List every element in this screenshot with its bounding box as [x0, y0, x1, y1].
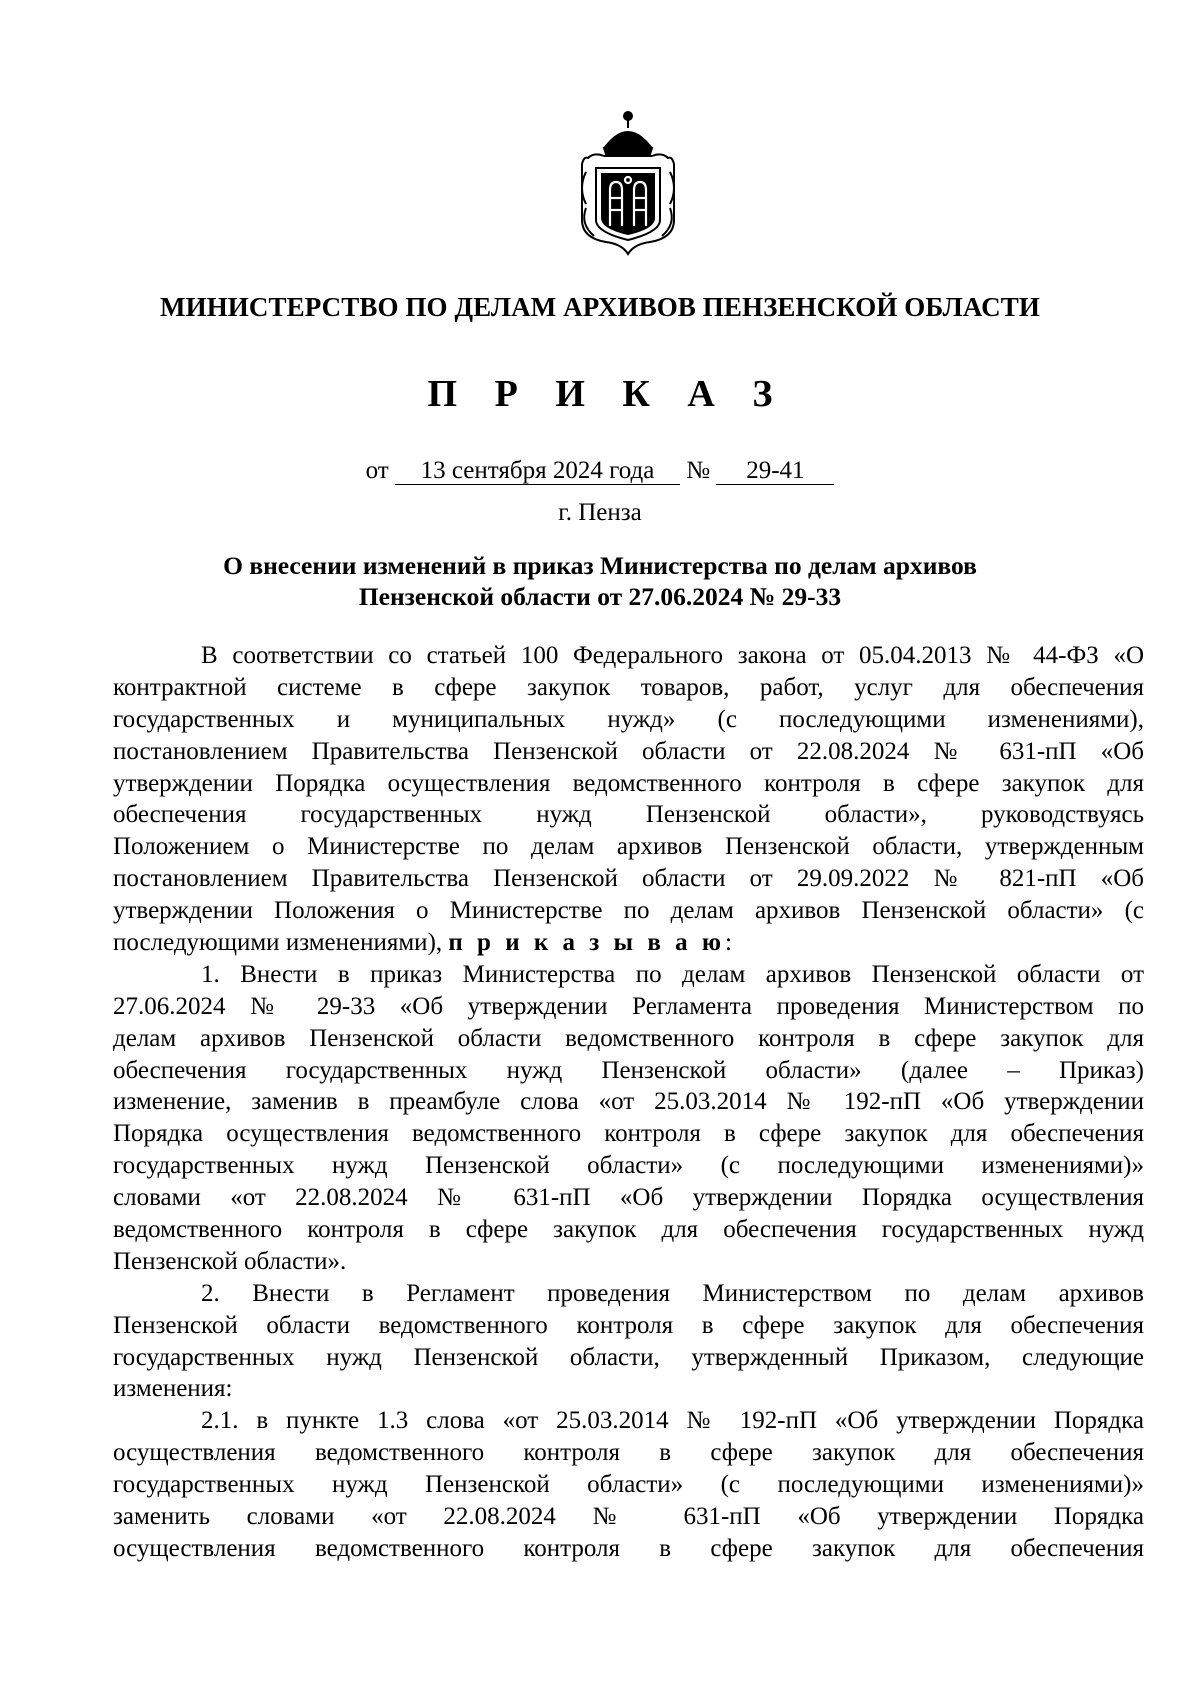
order-body — [113, 640, 1144, 1565]
body-line: Порядка осуществления ведомственного контроля в сфере закупок для обеспечения — [113, 1120, 1144, 1148]
city: г. Пенза — [558, 499, 642, 526]
body-line: В соответствии со статьей 100 Федерального закона от 05.04.2013 № 44-ФЗ «О — [201, 642, 1144, 669]
body-line: ведомственного контроля в сфере закупок для обеспечения государственных нужд — [113, 1216, 1144, 1244]
body-line: обеспечения государственных нужд Пензенской области», руководствуясь — [113, 801, 1144, 829]
date-number-line — [0, 456, 1200, 486]
order-number: 29-41 — [716, 458, 834, 485]
body-line: осуществления ведомственного контроля в сфере закупок для обеспечения — [113, 1439, 1144, 1467]
body-line: 27.06.2024 № 29-33 «Об утверждении Регламента проведения Министерством по — [113, 992, 1144, 1020]
ministry-name: МИНИСТЕРСТВО ПО ДЕЛАМ АРХИВОВ ПЕНЗЕНСКОЙ ОБЛАСТИ — [160, 292, 1040, 322]
body-line: словами «от 22.08.2024 № 631-пП «Об утверждении Порядка осуществления — [113, 1184, 1144, 1212]
subject-line: Пензенской области от 27.06.2024 № 29-33 — [358, 582, 842, 611]
document-type-title: П Р И К А З — [427, 373, 787, 415]
body-line: контрактной системе в сфере закупок товаров, работ, услуг для обеспечения — [113, 673, 1144, 701]
body-line: государственных нужд Пензенской области, утвержденный Приказом, следующие — [113, 1343, 1144, 1371]
decree-word: п р и к а з ы в а ю — [448, 929, 725, 957]
coat-of-arms-icon — [566, 108, 690, 258]
body-line: изменения: — [113, 1375, 233, 1403]
body-line: 2.1. в пункте 1.3 слова «от 25.03.2014 № 192-пП «Об утверждении Порядка — [201, 1407, 1144, 1435]
body-line: утверждении Положения о Министерстве по делам архивов Пензенской области» (с — [113, 897, 1144, 925]
body-line: 2. Внести в Регламент проведения Министерством по делам архивов — [201, 1279, 1144, 1307]
body-line: Положением о Министерстве по делам архивов Пензенской области, утвержденным — [113, 833, 1144, 861]
order-date: 13 сентября 2024 года — [395, 458, 680, 485]
body-line: утверждении Порядка осуществления ведомственного контроля в сфере закупок для — [113, 769, 1144, 797]
body-line: делам архивов Пензенской области ведомственного контроля в сфере закупок для — [113, 1024, 1144, 1052]
body-line: обеспечения государственных нужд Пензенской области» (далее – Приказ) — [113, 1056, 1144, 1084]
body-line: постановлением Правительства Пензенской области от 22.08.2024 № 631-пП «Об — [113, 737, 1144, 765]
body-line: постановлением Правительства Пензенской области от 29.09.2022 № 821-пП «Об — [113, 865, 1144, 893]
subject-line: О внесении изменений в приказ Министерства по делам архивов — [223, 551, 977, 580]
body-line: изменение, заменив в преамбуле слова «от 25.03.2014 № 192-пП «Об утверждении — [113, 1088, 1144, 1116]
body-line: Пензенской области». — [113, 1247, 347, 1275]
body-line: последующими изменениями), п р и к а з ы в а ю: — [113, 929, 732, 957]
body-line: государственных и муниципальных нужд» (с последующими изменениями), — [113, 705, 1144, 733]
number-label: № — [686, 457, 711, 484]
from-label: от — [365, 457, 389, 484]
order-subject — [0, 550, 1200, 612]
body-line: государственных нужд Пензенской области» (с последующими изменениями)» — [113, 1152, 1144, 1180]
body-line: осуществления ведомственного контроля в сфере закупок для обеспечения — [113, 1534, 1144, 1562]
body-line: 1. Внести в приказ Министерства по делам архивов Пензенской области от — [201, 960, 1144, 988]
body-line: государственных нужд Пензенской области» (с последующими изменениями)» — [113, 1471, 1144, 1499]
body-line: заменить словами «от 22.08.2024 № 631-пП «Об утверждении Порядка — [113, 1503, 1144, 1531]
body-line: Пензенской области ведомственного контроля в сфере закупок для обеспечения — [113, 1311, 1144, 1339]
